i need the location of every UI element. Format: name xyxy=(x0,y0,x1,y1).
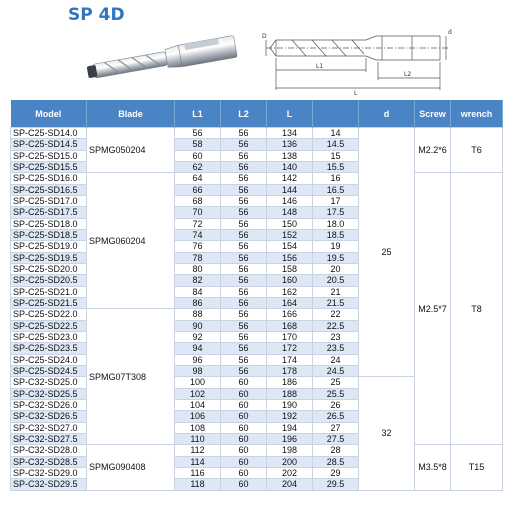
header-screw: Screw xyxy=(415,100,451,128)
l1-cell: 70 xyxy=(175,207,221,218)
l2-cell: 56 xyxy=(221,195,267,206)
l-cell: 148 xyxy=(267,207,313,218)
diameter-cell: 29 xyxy=(313,467,359,478)
l-cell: 156 xyxy=(267,252,313,263)
l-cell: 200 xyxy=(267,456,313,467)
header-model: Model xyxy=(11,100,87,128)
l1-cell: 106 xyxy=(175,411,221,422)
l1-cell: 108 xyxy=(175,422,221,433)
screw-cell: M2.5*7 xyxy=(415,173,451,445)
diameter-cell: 21 xyxy=(313,286,359,297)
l-cell: 196 xyxy=(267,433,313,444)
l2-cell: 56 xyxy=(221,275,267,286)
l1-cell: 74 xyxy=(175,229,221,240)
label-d-upper: D xyxy=(262,33,267,40)
l1-cell: 110 xyxy=(175,433,221,444)
diameter-cell: 24 xyxy=(313,354,359,365)
l2-cell: 56 xyxy=(221,343,267,354)
diameter-cell: 21.5 xyxy=(313,297,359,308)
diameter-cell: 19.5 xyxy=(313,252,359,263)
l1-cell: 90 xyxy=(175,320,221,331)
l-cell: 188 xyxy=(267,388,313,399)
diameter-cell: 20.5 xyxy=(313,275,359,286)
diameter-cell: 28 xyxy=(313,445,359,456)
diameter-cell: 26.5 xyxy=(313,411,359,422)
l-cell: 168 xyxy=(267,320,313,331)
l-cell: 142 xyxy=(267,173,313,184)
l2-cell: 60 xyxy=(221,388,267,399)
model-cell: SP-C25-SD16.0 xyxy=(11,173,87,184)
l1-cell: 118 xyxy=(175,479,221,490)
l2-cell: 56 xyxy=(221,229,267,240)
model-cell: SP-C25-SD20.5 xyxy=(11,275,87,286)
l-cell: 138 xyxy=(267,150,313,161)
l1-cell: 78 xyxy=(175,252,221,263)
screw-cell: M2.2*6 xyxy=(415,128,451,173)
l2-cell: 56 xyxy=(221,297,267,308)
l2-cell: 56 xyxy=(221,252,267,263)
diameter-cell: 19 xyxy=(313,241,359,252)
l1-cell: 62 xyxy=(175,161,221,172)
l-cell: 162 xyxy=(267,286,313,297)
l-cell: 172 xyxy=(267,343,313,354)
model-cell: SP-C32-SD28.5 xyxy=(11,456,87,467)
diameter-cell: 15.5 xyxy=(313,161,359,172)
l1-cell: 64 xyxy=(175,173,221,184)
header-l1: L1 xyxy=(175,100,221,128)
l-cell: 134 xyxy=(267,128,313,139)
diameter-cell: 15 xyxy=(313,150,359,161)
l2-cell: 60 xyxy=(221,377,267,388)
l2-cell: 56 xyxy=(221,128,267,139)
diameter-cell: 22.5 xyxy=(313,320,359,331)
model-cell: SP-C25-SD21.5 xyxy=(11,297,87,308)
l-cell: 190 xyxy=(267,399,313,410)
screw-cell: M3.5*8 xyxy=(415,445,451,490)
l-cell: 194 xyxy=(267,422,313,433)
label-l: L xyxy=(354,90,358,96)
model-cell: SP-C32-SD27.0 xyxy=(11,422,87,433)
wrench-cell: T15 xyxy=(451,445,503,490)
l2-cell: 56 xyxy=(221,331,267,342)
header-l: L xyxy=(267,100,313,128)
l-cell: 144 xyxy=(267,184,313,195)
l-cell: 154 xyxy=(267,241,313,252)
l2-cell: 56 xyxy=(221,150,267,161)
diameter-cell: 29.5 xyxy=(313,479,359,490)
l1-cell: 96 xyxy=(175,354,221,365)
model-cell: SP-C25-SD17.0 xyxy=(11,195,87,206)
model-cell: SP-C25-SD14.0 xyxy=(11,128,87,139)
shank-d-cell: 32 xyxy=(359,377,415,490)
model-cell: SP-C25-SD21.0 xyxy=(11,286,87,297)
model-cell: SP-C25-SD19.0 xyxy=(11,241,87,252)
l2-cell: 56 xyxy=(221,218,267,229)
l1-cell: 76 xyxy=(175,241,221,252)
model-cell: SP-C25-SD18.0 xyxy=(11,218,87,229)
model-cell: SP-C25-SD15.0 xyxy=(11,150,87,161)
l2-cell: 60 xyxy=(221,433,267,444)
l2-cell: 56 xyxy=(221,320,267,331)
drill-technical-drawing xyxy=(262,26,454,96)
l1-cell: 98 xyxy=(175,365,221,376)
l1-cell: 104 xyxy=(175,399,221,410)
l1-cell: 68 xyxy=(175,195,221,206)
page-title: SP 4D xyxy=(68,5,125,25)
header-l2: L2 xyxy=(221,100,267,128)
l1-cell: 116 xyxy=(175,467,221,478)
model-cell: SP-C32-SD26.5 xyxy=(11,411,87,422)
model-cell: SP-C32-SD26.0 xyxy=(11,399,87,410)
l1-cell: 82 xyxy=(175,275,221,286)
model-cell: SP-C32-SD25.5 xyxy=(11,388,87,399)
model-cell: SP-C25-SD19.5 xyxy=(11,252,87,263)
model-cell: SP-C25-SD16.5 xyxy=(11,184,87,195)
header-diameter xyxy=(313,100,359,128)
table-row xyxy=(11,445,503,456)
model-cell: SP-C25-SD23.0 xyxy=(11,331,87,342)
l1-cell: 56 xyxy=(175,128,221,139)
l1-cell: 102 xyxy=(175,388,221,399)
l1-cell: 86 xyxy=(175,297,221,308)
diameter-cell: 27 xyxy=(313,422,359,433)
l-cell: 204 xyxy=(267,479,313,490)
l1-cell: 112 xyxy=(175,445,221,456)
l1-cell: 60 xyxy=(175,150,221,161)
l1-cell: 80 xyxy=(175,263,221,274)
spec-table xyxy=(10,100,503,491)
model-cell: SP-C25-SD24.0 xyxy=(11,354,87,365)
model-cell: SP-C25-SD23.5 xyxy=(11,343,87,354)
l1-cell: 72 xyxy=(175,218,221,229)
l-cell: 146 xyxy=(267,195,313,206)
diameter-cell: 17.5 xyxy=(313,207,359,218)
diameter-cell: 16.5 xyxy=(313,184,359,195)
l2-cell: 60 xyxy=(221,422,267,433)
l-cell: 164 xyxy=(267,297,313,308)
diameter-cell: 25.5 xyxy=(313,388,359,399)
l2-cell: 56 xyxy=(221,173,267,184)
model-cell: SP-C32-SD25.0 xyxy=(11,377,87,388)
diameter-cell: 18.0 xyxy=(313,218,359,229)
diameter-cell: 16 xyxy=(313,173,359,184)
label-d-lower: d xyxy=(448,29,452,36)
model-cell: SP-C25-SD20.0 xyxy=(11,263,87,274)
label-l1: L1 xyxy=(316,63,324,70)
l1-cell: 114 xyxy=(175,456,221,467)
table-body xyxy=(11,128,503,491)
table-row xyxy=(11,128,503,139)
diameter-cell: 14.5 xyxy=(313,139,359,150)
l1-cell: 84 xyxy=(175,286,221,297)
l2-cell: 60 xyxy=(221,411,267,422)
l-cell: 152 xyxy=(267,229,313,240)
l2-cell: 56 xyxy=(221,263,267,274)
diameter-cell: 26 xyxy=(313,399,359,410)
l2-cell: 60 xyxy=(221,399,267,410)
l2-cell: 56 xyxy=(221,241,267,252)
l-cell: 178 xyxy=(267,365,313,376)
l2-cell: 60 xyxy=(221,467,267,478)
l-cell: 192 xyxy=(267,411,313,422)
model-cell: SP-C32-SD28.0 xyxy=(11,445,87,456)
l2-cell: 56 xyxy=(221,161,267,172)
blade-cell: SPMG050204 xyxy=(87,128,175,173)
blade-cell: SPMG090408 xyxy=(87,445,175,490)
l1-cell: 66 xyxy=(175,184,221,195)
diameter-cell: 18.5 xyxy=(313,229,359,240)
l-cell: 202 xyxy=(267,467,313,478)
l-cell: 186 xyxy=(267,377,313,388)
diameter-cell: 25 xyxy=(313,377,359,388)
header-d: d xyxy=(359,100,415,128)
diameter-cell: 22 xyxy=(313,309,359,320)
model-cell: SP-C25-SD15.5 xyxy=(11,161,87,172)
l1-cell: 58 xyxy=(175,139,221,150)
l2-cell: 60 xyxy=(221,456,267,467)
l2-cell: 56 xyxy=(221,184,267,195)
blade-cell: SPMG07T308 xyxy=(87,309,175,445)
l1-cell: 100 xyxy=(175,377,221,388)
model-cell: SP-C25-SD17.5 xyxy=(11,207,87,218)
l2-cell: 56 xyxy=(221,354,267,365)
diameter-cell: 27.5 xyxy=(313,433,359,444)
table-header-row xyxy=(11,100,503,128)
label-l2: L2 xyxy=(404,71,412,78)
model-cell: SP-C25-SD22.0 xyxy=(11,309,87,320)
model-cell: SP-C25-SD18.5 xyxy=(11,229,87,240)
l-cell: 150 xyxy=(267,218,313,229)
model-cell: SP-C25-SD24.5 xyxy=(11,365,87,376)
l2-cell: 56 xyxy=(221,207,267,218)
l2-cell: 56 xyxy=(221,309,267,320)
l-cell: 166 xyxy=(267,309,313,320)
blade-cell: SPMG060204 xyxy=(87,173,175,309)
l2-cell: 60 xyxy=(221,445,267,456)
model-cell: SP-C25-SD22.5 xyxy=(11,320,87,331)
diameter-cell: 28.5 xyxy=(313,456,359,467)
l1-cell: 94 xyxy=(175,343,221,354)
l2-cell: 60 xyxy=(221,479,267,490)
header-blade: Blade xyxy=(87,100,175,128)
l1-cell: 92 xyxy=(175,331,221,342)
diameter-cell: 24.5 xyxy=(313,365,359,376)
model-cell: SP-C32-SD27.5 xyxy=(11,433,87,444)
l2-cell: 56 xyxy=(221,139,267,150)
l-cell: 158 xyxy=(267,263,313,274)
diameter-cell: 23 xyxy=(313,331,359,342)
model-cell: SP-C32-SD29.0 xyxy=(11,467,87,478)
shank-d-cell: 25 xyxy=(359,128,415,377)
header-wrench: wrench xyxy=(451,100,503,128)
model-cell: SP-C25-SD14.5 xyxy=(11,139,87,150)
l2-cell: 56 xyxy=(221,286,267,297)
l-cell: 170 xyxy=(267,331,313,342)
l-cell: 160 xyxy=(267,275,313,286)
diameter-cell: 17 xyxy=(313,195,359,206)
l-cell: 174 xyxy=(267,354,313,365)
drill-photo xyxy=(84,28,242,84)
l2-cell: 56 xyxy=(221,365,267,376)
diameter-cell: 14 xyxy=(313,128,359,139)
diameter-cell: 20 xyxy=(313,263,359,274)
l-cell: 136 xyxy=(267,139,313,150)
model-cell: SP-C32-SD29.5 xyxy=(11,479,87,490)
l-cell: 198 xyxy=(267,445,313,456)
wrench-cell: T6 xyxy=(451,128,503,173)
diameter-cell: 23.5 xyxy=(313,343,359,354)
l1-cell: 88 xyxy=(175,309,221,320)
wrench-cell: T8 xyxy=(451,173,503,445)
l-cell: 140 xyxy=(267,161,313,172)
table-row xyxy=(11,173,503,184)
